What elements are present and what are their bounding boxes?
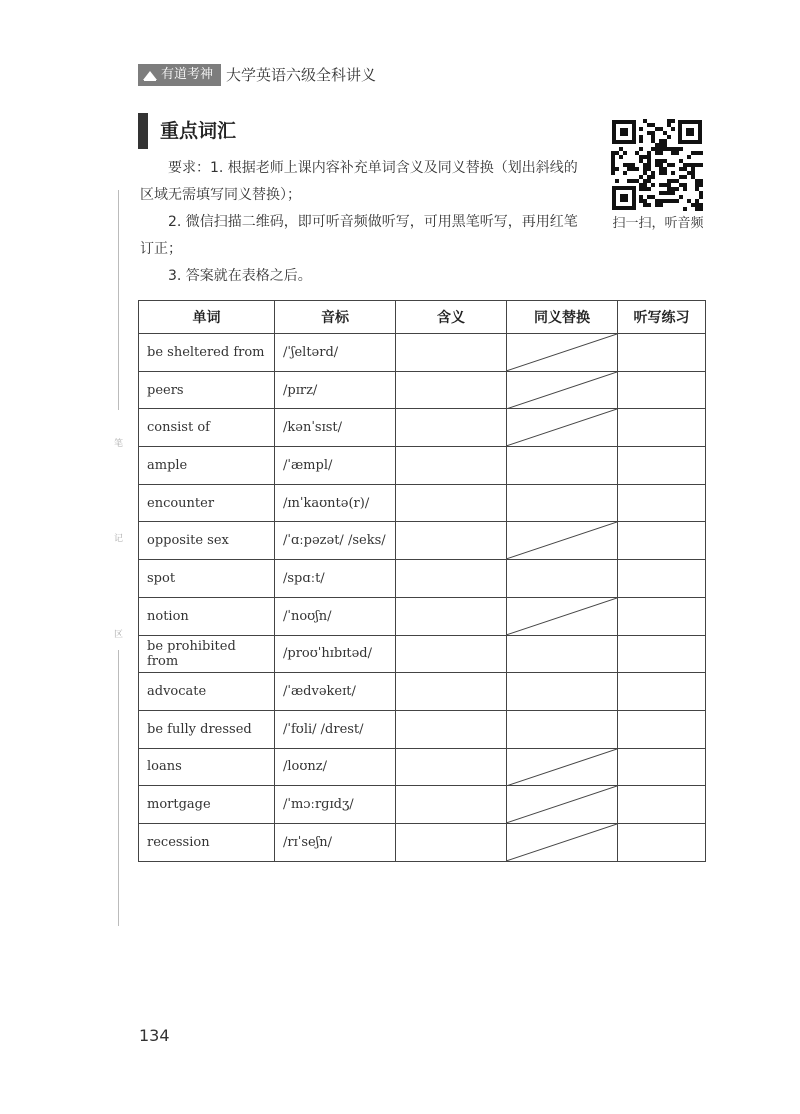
word-cell: be prohibited from	[139, 635, 275, 673]
margin-rule-top	[118, 190, 119, 410]
ipa-cell: /pɪrz/	[275, 371, 396, 409]
header-ipa: 音标	[275, 301, 396, 334]
margin-label-2: 记	[114, 534, 124, 544]
meaning-cell[interactable]	[396, 823, 507, 861]
diagonal-slash	[507, 334, 617, 371]
word-cell: ample	[139, 447, 275, 485]
synonym-cell	[507, 334, 618, 372]
meaning-cell[interactable]	[396, 371, 507, 409]
table-row	[139, 560, 706, 598]
margin-label-1: 笔	[114, 439, 124, 449]
ipa-cell: /loʊnz/	[275, 748, 396, 786]
synonym-cell[interactable]	[507, 635, 618, 673]
synonym-cell[interactable]	[507, 484, 618, 522]
synonym-cell	[507, 409, 618, 447]
word-cell: advocate	[139, 673, 275, 711]
diagonal-slash	[507, 372, 617, 409]
table-row	[139, 597, 706, 635]
instructions	[140, 155, 580, 290]
dictation-cell[interactable]	[618, 560, 706, 598]
synonym-cell[interactable]	[507, 673, 618, 711]
ipa-cell: /ˈmɔːrɡɪdʒ/	[275, 786, 396, 824]
synonym-cell[interactable]	[507, 560, 618, 598]
meaning-cell[interactable]	[396, 673, 507, 711]
table-row	[139, 371, 706, 409]
meaning-cell[interactable]	[396, 748, 507, 786]
ipa-cell: /ˈædvəkeɪt/	[275, 673, 396, 711]
table-row	[139, 334, 706, 372]
synonym-cell[interactable]	[507, 447, 618, 485]
header-dictation: 听写练习	[618, 301, 706, 334]
qr-code[interactable]	[610, 118, 704, 212]
page-number: 134	[139, 1026, 170, 1045]
word-cell: loans	[139, 748, 275, 786]
ipa-cell: /spɑːt/	[275, 560, 396, 598]
section-marker	[138, 113, 148, 149]
table-row	[139, 522, 706, 560]
meaning-cell[interactable]	[396, 635, 507, 673]
table-row	[139, 635, 706, 673]
meaning-cell[interactable]	[396, 522, 507, 560]
synonym-cell[interactable]	[507, 710, 618, 748]
margin-label-3: 区	[114, 630, 124, 640]
brand-label: 有道考神	[161, 67, 214, 82]
ipa-cell: /kənˈsɪst/	[275, 409, 396, 447]
meaning-cell[interactable]	[396, 447, 507, 485]
ipa-cell: /ˈfʊli/ /drest/	[275, 710, 396, 748]
diagonal-slash	[507, 786, 617, 823]
meaning-cell[interactable]	[396, 710, 507, 748]
table-row	[139, 447, 706, 485]
meaning-cell[interactable]	[396, 597, 507, 635]
word-cell: notion	[139, 597, 275, 635]
header-meaning: 含义	[396, 301, 507, 334]
meaning-cell[interactable]	[396, 786, 507, 824]
word-cell: consist of	[139, 409, 275, 447]
margin-rule-bottom	[118, 650, 119, 926]
synonym-cell	[507, 823, 618, 861]
dictation-cell[interactable]	[618, 710, 706, 748]
table-row	[139, 748, 706, 786]
ipa-cell: /rɪˈseʃn/	[275, 823, 396, 861]
ipa-cell: /proʊˈhɪbɪtəd/	[275, 635, 396, 673]
word-cell: opposite sex	[139, 522, 275, 560]
word-cell: spot	[139, 560, 275, 598]
vocabulary-table	[138, 300, 706, 862]
dictation-cell[interactable]	[618, 786, 706, 824]
diagonal-slash	[507, 598, 617, 635]
synonym-cell	[507, 597, 618, 635]
word-cell: be fully dressed	[139, 710, 275, 748]
header-synonym: 同义替换	[507, 301, 618, 334]
instruction-line-3: 3. 答案就在表格之后。	[168, 268, 312, 284]
synonym-cell	[507, 522, 618, 560]
word-cell: peers	[139, 371, 275, 409]
table-row	[139, 786, 706, 824]
dictation-cell[interactable]	[618, 447, 706, 485]
table-row	[139, 823, 706, 861]
dictation-cell[interactable]	[618, 371, 706, 409]
brand-badge	[138, 64, 221, 86]
dictation-cell[interactable]	[618, 522, 706, 560]
book-title: 大学英语六级全科讲义	[226, 66, 377, 84]
diagonal-slash	[507, 749, 617, 786]
table-row	[139, 484, 706, 522]
synonym-cell	[507, 371, 618, 409]
synonym-cell	[507, 786, 618, 824]
table-row	[139, 710, 706, 748]
book-logo-icon	[142, 68, 158, 82]
qr-caption: 扫一扫，听音频	[612, 216, 704, 231]
dictation-cell[interactable]	[618, 635, 706, 673]
meaning-cell[interactable]	[396, 334, 507, 372]
dictation-cell[interactable]	[618, 673, 706, 711]
section-title: 重点词汇	[160, 120, 237, 142]
ipa-cell: /ˈɑːpəzət/ /seks/	[275, 522, 396, 560]
table-header-row	[139, 301, 706, 334]
instruction-line-1: 要求：1. 根据老师上课内容补充单词含义及同义替换（划出斜线的区域无需填写同义替换）；	[140, 160, 578, 203]
instruction-line-2: 2. 微信扫描二维码，即可听音频做听写，可用黑笔听写，再用红笔订正；	[140, 214, 578, 257]
ipa-cell: /ˈʃeltərd/	[275, 334, 396, 372]
dictation-cell[interactable]	[618, 748, 706, 786]
word-cell: be sheltered from	[139, 334, 275, 372]
meaning-cell[interactable]	[396, 409, 507, 447]
diagonal-slash	[507, 409, 617, 446]
table-row	[139, 673, 706, 711]
word-cell: recession	[139, 823, 275, 861]
dictation-cell[interactable]	[618, 484, 706, 522]
dictation-cell[interactable]	[618, 334, 706, 372]
word-cell: encounter	[139, 484, 275, 522]
meaning-cell[interactable]	[396, 560, 507, 598]
synonym-cell	[507, 748, 618, 786]
ipa-cell: /ɪnˈkaʊntə(r)/	[275, 484, 396, 522]
dictation-cell[interactable]	[618, 597, 706, 635]
dictation-cell[interactable]	[618, 409, 706, 447]
word-cell: mortgage	[139, 786, 275, 824]
dictation-cell[interactable]	[618, 823, 706, 861]
diagonal-slash	[507, 824, 617, 861]
ipa-cell: /ˈæmpl/	[275, 447, 396, 485]
diagonal-slash	[507, 522, 617, 559]
header-word: 单词	[139, 301, 275, 334]
ipa-cell: /ˈnoʊʃn/	[275, 597, 396, 635]
meaning-cell[interactable]	[396, 484, 507, 522]
table-row	[139, 409, 706, 447]
